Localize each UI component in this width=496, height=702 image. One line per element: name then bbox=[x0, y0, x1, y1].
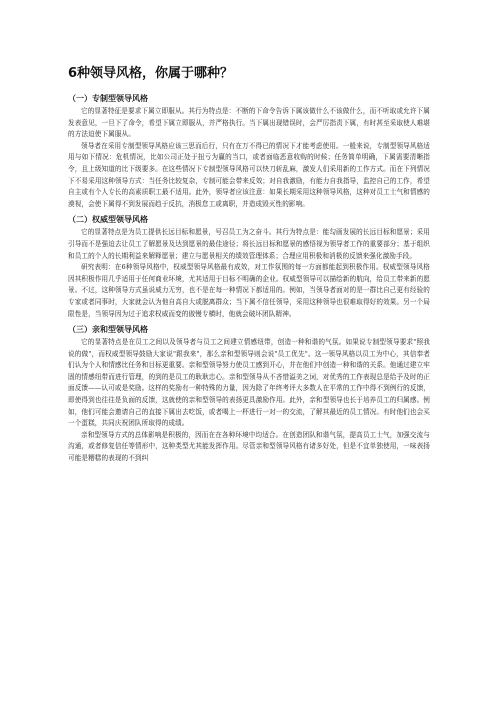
paragraph: 研究表明：在6种领导风格中，权威型领导风格最有成效，对工作氛围的每一方面都能起到积极作用。权威型领导风格因其积极作用几乎适用于任何商业环境，尤其适用于目标不明确的企业。权威型领导可以描绘新的航向，给员工带来新的愿景。不过，这种领导方式虽说威力无穷，也不是在每一种情况下都适用的。例如，当领导者面对的是一群比自己更有经验的专家或者同事时，大家就会认为他自高自大或脱离群众；当下属不信任领导，采用这种领导也很难取得好的效果。另一个局限性是，当领导因为过于追求权威而变的傲慢专横时，他就会破坏团队精神。 bbox=[68, 263, 430, 318]
section-authoritative bbox=[68, 214, 430, 320]
section-heading: （一）专制型领导风格 bbox=[68, 94, 148, 103]
document-title: 6种领导风格，你属于哪种？ bbox=[68, 66, 234, 81]
paragraph: 领导者在采用专制型领导风格应该三思而后行，只有在万不得已的情况下才能考虑使用。一般来说，专制型领导风格适用与如下情况：危机情况，比如公司正处于扭亏为赢的当口，或者面临恶意收购的时候；任务简单明确，下属需要清晰指令，且上级知道的比下级要多。在这些情况下专制型领导风格可以快刀斩乱麻，激发人们采用新的工作方式。而在下列情况下不易采用这种领导方式：当任务比较复杂，专制可能会带来反效；对自我激励，有能力自我指导，监控自己的工作，希望自主或有个人专长的高素质职工最不适用。此外，领导者应该注意：如果长期采用这种领导风格，这种对员工士气和情感的漠视，会使下属得不到发展而趋于反抗，消极怠工或离职，并造成毁灭性的影响。 bbox=[68, 141, 430, 208]
section-autocratic bbox=[68, 93, 430, 210]
paragraph: 它的显著特点是在员工之间以及领导者与员工之间建立情感纽带，创造一种和谐的气氛。如果说专制型领导要求"照我说的做"，而权威型领导鼓励大家说"跟我来"，那么亲和型领导则会说"员工优先"。这一领导风格以员工为中心，其信奉者们认为个人和情感比任务和目标更重要。亲和型领导努力使员工感到开心，并在他们中创造一种和谐的关系。他通过建立牢固的情感纽带而进行管理，的到的是员工的耿耿忠心。亲和型领导从不吝惜溢美之词，对优秀的工作表现总是给予及时的正面反馈——认可或是奖励。这样的奖励有一种特殊的力量，因为除了年终考评大多数人在平常的工作中得不到例行的反馈，即使得到也往往是负面的反馈，这就使的亲和型领导的表扬更具激励作用。此外，亲和型领导也长于培养员工的归属感。例如，他们可能会邀请自己的直接下属出去吃饭，或者喝上一杯进行一对一的交流，了解其最近的员工情况。有时他们也会买一个蛋糕，共同庆祝团队所取得的成绩。 bbox=[68, 338, 430, 428]
paragraph: 亲和型领导方式的总体影响是积极的，因而在在各种环境中均适合。在创造团队和谐气氛，提高员工士气，加强交流与沟通，或者修复信任等情形中，这种类型尤其能发挥作用。尽管亲和型领导风格有诸多好处，但是不宜单独使用，一味表扬可能是糟糕的表现的不到纠 bbox=[68, 430, 430, 463]
section-heading: （二）权威型领导风格 bbox=[68, 215, 148, 225]
section-affiliative bbox=[68, 324, 430, 465]
paragraph: 它的显著特征是要求下属立即服从。其行为特点是：不断的下命令告诉下属该做什么不该做什么，而不听取或允许下属发表意见，一旦下了命令，希望下属立即服从，并严格执行。当下属出现错误时，会严厉指责下属，有时甚至采取使人难堪的方法迫使下属服从。 bbox=[68, 107, 430, 139]
section-heading: （三）亲和型领导风格 bbox=[68, 325, 148, 335]
paragraph: 它的显著特点是为员工提供长远目标和愿景，号召员工为之奋斗。其行为特点是：能勾画发展的长远目标和愿景；采用引导而不是强迫去让员工了解愿景及达到愿景的最佳途径；将长远目标和愿景的感悟视为领导者工作的重要部分；基于组织和员工的个人的长期利益来解释愿景；建立与愿景相关的绩效管理体系；合理应用积极和消极的反馈来强化激励手段。 bbox=[68, 228, 430, 260]
